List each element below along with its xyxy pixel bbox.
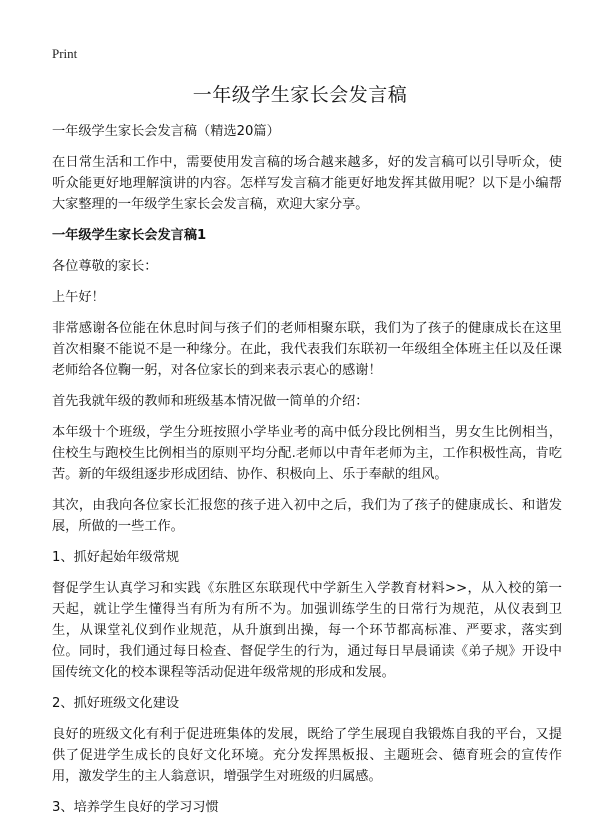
body-paragraph: 本年级十个班级，学生分班按照小学毕业考的高中低分段比例相当，男女生比例相当，住校生与跑校生比例相当的原则平均分配.老师以中青年老师为主，工作积极性高，肯吃苦。新的年级组逐步形成团结、协作、积极向上、乐于奉献的组风。 [52,425,562,482]
salutation: 上午好！ [52,290,105,305]
list-item-body: 良好的班级文化有利于促进班集体的发展，既给了学生展现自我锻炼自我的平台，又提供了促进学生成长的良好文化环境。充分发挥黑板报、主题班会、德育班会的宣传作用，激发学生的主人翁意识，增强学生对班级的归属感。 [52,727,562,784]
body-paragraph: 非常感谢各位能在休息时间与孩子们的老师相聚东联，我们为了孩子的健康成长在这里首次相聚不能说不是一种缘分。在此，我代表我们东联初一年级组全体班主任以及任课老师给各位鞠一躬，对各位家长的到来表示衷心的感谢！ [52,321,562,378]
list-item-heading: 3、培养学生良好的学习习惯 [52,800,219,815]
document-title: 一年级学生家长会发言稿 [192,84,408,106]
list-item-body: 督促学生认真学习和实践《东胜区东联现代中学新生入学教育材料>>，从入校的第一天起，就让学生懂得当有所为有所不为。加强训练学生的日常行为规范，从仪表到卫生，从课堂礼仪到作业规范，从升旗到出操，每一个环节都高标准、严要求，落实到位。同时，我们通过每日检查、督促学生的行为，通过每日早晨诵读《弟子规》开设中国传统文化的校本课程等活动促进年级常规的形成和发展。 [52,581,562,680]
print-link[interactable]: Print [52,46,78,61]
body-paragraph: 其次，由我向各位家长汇报您的孩子进入初中之后，我们为了孩子的健康成长、和谐发展，所做的一些工作。 [52,498,562,534]
greeting: 各位尊敬的家长： [52,259,158,274]
list-item-heading: 2、抓好班级文化建设 [52,696,180,711]
intro-paragraph: 在日常生活和工作中，需要使用发言稿的场合越来越多，好的发言稿可以引导听众，使听众能更好地理解演讲的内容。怎样写发言稿才能更好地发挥其做用呢？以下是小编帮大家整理的一年级学生家长会发言稿，欢迎大家分享。 [52,155,562,212]
list-item-heading: 1、抓好起始年级常规 [52,550,180,565]
document-subtitle: 一年级学生家长会发言稿（精选20篇） [52,124,280,139]
document-body [52,121,562,828]
body-paragraph: 首先我就年级的教师和班级基本情况做一简单的介绍： [52,394,369,409]
section-heading: 一年级学生家长会发言稿1 [52,228,207,243]
